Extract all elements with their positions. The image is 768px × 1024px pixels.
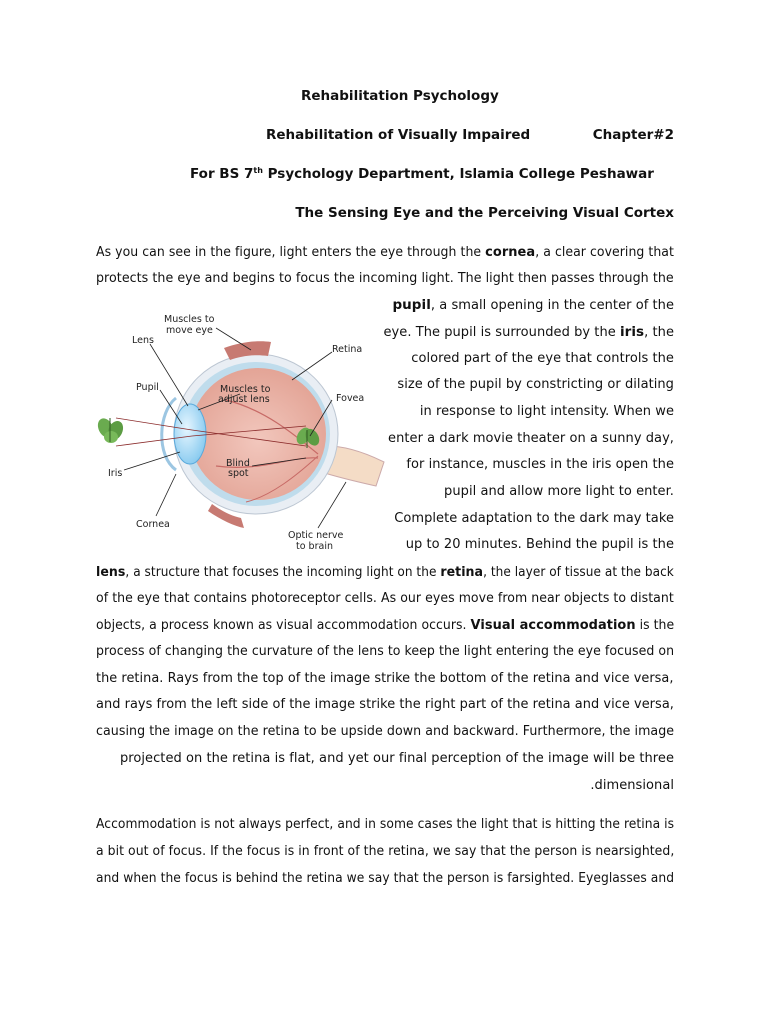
label-fovea: Fovea: [336, 393, 365, 404]
text-line: in response to light intensity. When we: [419, 404, 674, 419]
label-iris: Iris: [108, 468, 123, 479]
subject-title: Rehabilitation of Visually Impaired: [266, 127, 531, 143]
label-optic-2: to brain: [296, 541, 333, 552]
text-line: and rays from the left side of the image strike the right part of the retina and vice versa,: [96, 697, 674, 712]
audience-line: [190, 166, 654, 182]
text-run: objects, a process known as visual accommodation occurs.: [95, 618, 471, 633]
lens: [174, 404, 206, 464]
label-blind-2: spot: [228, 468, 249, 479]
label-lens: Lens: [132, 335, 154, 346]
term-cornea: cornea: [485, 244, 536, 260]
label-muscles-adjust-2: adjust lens: [218, 394, 270, 405]
text-run: , a clear covering that: [535, 245, 674, 260]
term-retina: retina: [440, 564, 484, 580]
text-line: enter a dark movie theater on a sunny day,: [388, 431, 674, 446]
audience-prefix: For BS 7: [190, 166, 254, 182]
text-run: eye. The pupil is surrounded by the: [383, 325, 620, 340]
text-line: the retina. Rays from the top of the image strike the bottom of the retina and vice versa,: [96, 671, 674, 686]
text-line: [392, 297, 674, 313]
text-line: size of the pupil by constricting or dilating: [397, 377, 674, 392]
text-line: projected on the retina is flat, and yet our final perception of the image will be three: [119, 751, 674, 766]
text-run: As you can see in the figure, light enters the eye through the: [96, 245, 486, 260]
text-line: a bit out of focus. If the focus is in front of the retina, we say that the person is nearsighted,: [95, 844, 674, 859]
term-pupil: pupil: [392, 297, 431, 313]
text-line: for instance, muscles in the iris open the: [406, 457, 674, 472]
text-line: pupil and allow more light to enter.: [444, 484, 674, 499]
text-line: [96, 564, 674, 580]
text-line: causing the image on the retina to be upside down and backward. Furthermore, the image: [95, 724, 674, 739]
text-run: , a small opening in the center of the: [430, 298, 674, 313]
text-run: , the layer of tissue at the back: [483, 565, 674, 580]
text-line: Accommodation is not always perfect, and in some cases the light that is hitting the retina is: [95, 817, 674, 832]
term-visual-accommodation: Visual accommodation: [470, 617, 636, 633]
text-line: .dimensional: [590, 778, 674, 793]
section-title: The Sensing Eye and the Perceiving Visual Cortex: [295, 205, 674, 221]
chapter-label: Chapter#2: [592, 127, 674, 143]
text-line: process of changing the curvature of the lens to keep the light entering the eye focused on: [95, 644, 674, 659]
text-line: [384, 324, 675, 340]
text-line: up to 20 minutes. Behind the pupil is the: [405, 537, 674, 552]
label-pupil: Pupil: [136, 382, 159, 393]
text-line: [96, 244, 674, 260]
text-run: is the: [635, 618, 674, 633]
text-line: colored part of the eye that controls the: [411, 351, 674, 366]
label-retina: Retina: [332, 344, 363, 355]
label-blind-1: Blind: [226, 458, 250, 469]
text-line: of the eye that contains photoreceptor cells. As our eyes move from near objects to distant: [96, 591, 674, 606]
text-line: protects the eye and begins to focus the incoming light. The light then passes through the: [96, 271, 674, 286]
label-muscles-adjust-1: Muscles to: [220, 384, 271, 395]
audience-superscript: th: [253, 166, 263, 175]
audience-suffix: Psychology Department, Islamia College Peshawar: [262, 166, 654, 182]
course-title: Rehabilitation Psychology: [301, 88, 499, 104]
text-run: , a structure that focuses the incoming light on the: [125, 565, 441, 580]
term-lens: lens: [96, 564, 126, 580]
label-muscles-move-2: move eye: [166, 325, 213, 336]
label-muscles-move-1: Muscles to: [164, 314, 215, 325]
text-run: , the: [644, 325, 674, 340]
text-line: Complete adaptation to the dark may take: [394, 511, 674, 526]
label-optic-1: Optic nerve: [288, 530, 344, 541]
eye-anatomy-figure: [96, 306, 392, 556]
term-iris: iris: [619, 324, 645, 340]
label-cornea: Cornea: [136, 519, 170, 530]
text-line: and when the focus is behind the retina we say that the person is farsighted. Eyeglasses and: [95, 871, 674, 886]
text-line: [96, 617, 674, 633]
